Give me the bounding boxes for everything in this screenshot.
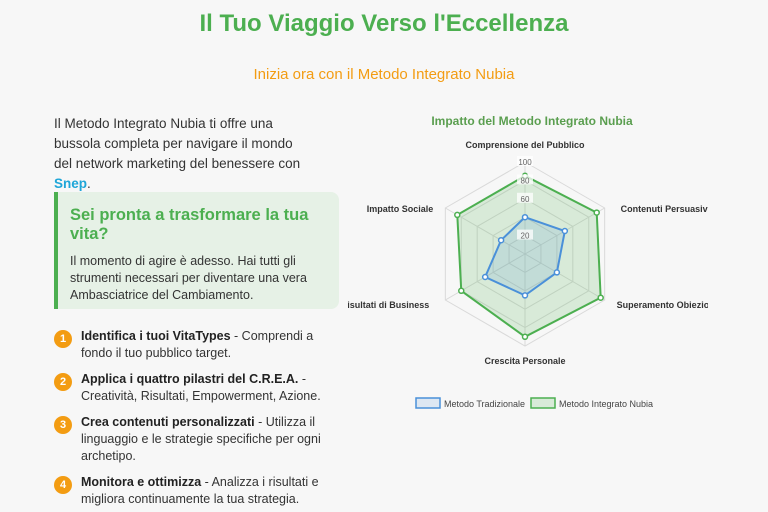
radar-chart-svg	[348, 108, 708, 418]
step-title: Crea contenuti personalizzati	[81, 415, 255, 429]
intro-paragraph	[54, 114, 314, 194]
axis-label: Superamento Obiezioni	[616, 300, 708, 310]
page-title: Il Tuo Viaggio Verso l'Eccellenza	[199, 10, 569, 37]
axis-label: Comprensione del Pubblico	[465, 140, 585, 150]
step-number-badge: 3	[54, 416, 72, 434]
step-text: - Utilizza il linguaggio e le strategie specifiche per ogni archetipo.	[81, 415, 321, 463]
data-point	[459, 288, 464, 293]
step-text: - Creatività, Risultati, Empowerment, Azione.	[81, 372, 321, 403]
tick-label: 20	[520, 231, 530, 241]
intro-end: .	[87, 176, 91, 191]
step-text: - Comprendi a fondo il tuo pubblico target.	[81, 329, 314, 360]
step-title: Identifica i tuoi VitaTypes	[81, 329, 231, 343]
chart-title: Impatto del Metodo Integrato Nubia	[431, 114, 633, 128]
legend-swatch	[416, 398, 440, 408]
chart-legend	[416, 398, 653, 409]
axis-label: Crescita Personale	[484, 356, 566, 366]
data-point	[598, 295, 603, 300]
legend-swatch	[531, 398, 555, 408]
steps-list	[54, 328, 344, 512]
step-number-badge: 1	[54, 330, 72, 348]
axis-label: Contenuti Persuasivi	[620, 204, 708, 214]
data-point	[562, 229, 567, 234]
step-title: Applica i quattro pilastri del C.R.E.A.	[81, 372, 299, 386]
step-item	[54, 474, 344, 508]
page-subtitle: Inizia ora con il Metodo Integrato Nubia	[253, 66, 515, 83]
step-item	[54, 328, 344, 362]
data-point	[499, 238, 504, 243]
data-point	[483, 275, 488, 280]
data-point	[554, 270, 559, 275]
data-point	[455, 212, 460, 217]
step-text: - Analizza i risultati e migliora continuamente la tua strategia.	[81, 475, 319, 506]
legend-label: Metodo Tradizionale	[444, 399, 526, 409]
step-title: Monitora e ottimizza	[81, 475, 202, 489]
tick-label: 100	[518, 158, 532, 167]
callout-box	[54, 192, 339, 309]
callout-heading: Sei pronta a trasformare la tua vita?	[70, 206, 309, 243]
axis-label: Impatto Sociale	[366, 204, 434, 214]
step-number-badge: 4	[54, 476, 72, 494]
step-number-badge: 2	[54, 373, 72, 391]
data-point	[523, 215, 528, 220]
callout-body: Il momento di agire è adesso. Hai tutti gli strumenti necessari per diventare una vera Ambasciatrice del Cambiamento.	[70, 254, 307, 302]
step-item	[54, 414, 344, 465]
data-point	[523, 334, 528, 339]
brand-snep: Snep	[54, 176, 88, 191]
step-item	[54, 371, 344, 405]
intro-text: Il Metodo Integrato Nubia ti offre una bussola completa per navigare il mondo del network marketing del benessere con	[54, 116, 301, 171]
axis-label: Risultati di Business	[348, 300, 430, 310]
data-point	[523, 293, 528, 298]
data-point	[594, 210, 599, 215]
legend-label: Metodo Integrato Nubia	[559, 399, 654, 409]
radar-chart	[348, 108, 708, 418]
tick-label: 80	[520, 176, 530, 186]
tick-label: 60	[520, 194, 530, 204]
